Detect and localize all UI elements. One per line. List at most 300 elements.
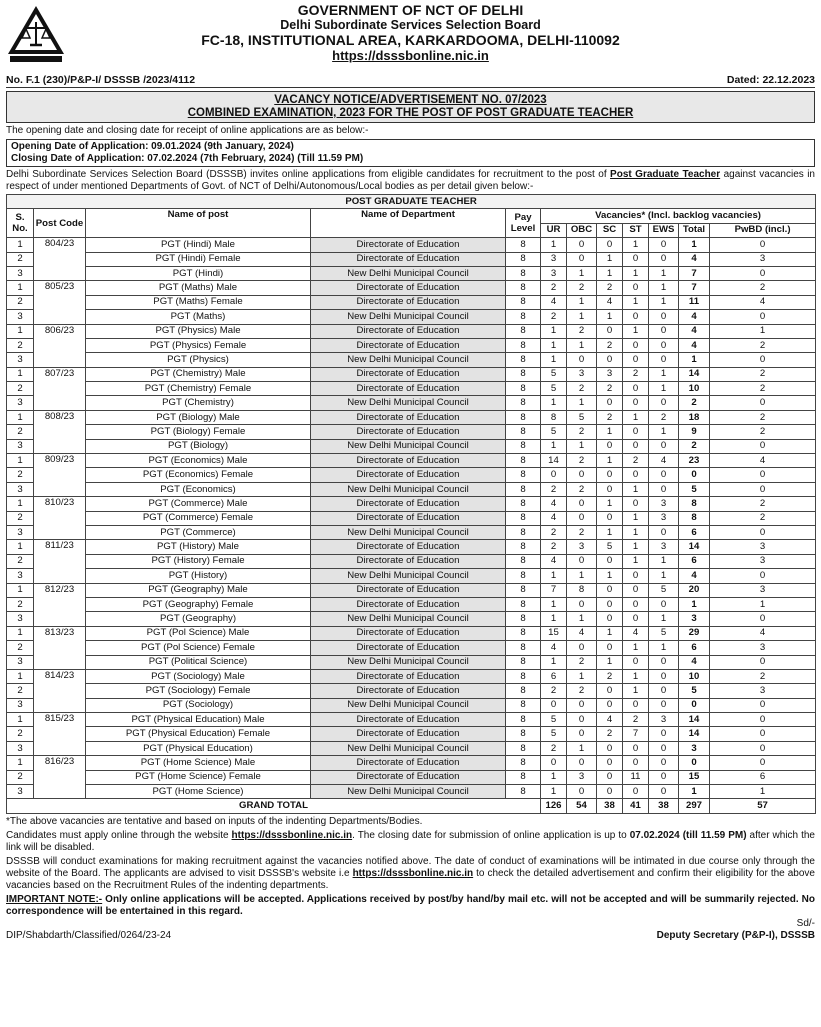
cell-obc: 0 [567, 641, 597, 655]
cell-sno: 1 [7, 367, 34, 381]
cell-total: 2 [679, 396, 710, 410]
cell-sno: 3 [7, 655, 34, 669]
cell-sc: 0 [597, 238, 623, 252]
cell-sc: 1 [597, 310, 623, 324]
cell-sno: 2 [7, 252, 34, 266]
cell-ur: 2 [541, 741, 567, 755]
cell-pay-level: 8 [506, 626, 541, 640]
col-post-code: Post Code [34, 209, 86, 238]
letterhead [6, 3, 815, 73]
table-row [7, 324, 816, 338]
cell-post-name: PGT (Maths) Male [86, 281, 311, 295]
cell-post-name: PGT (Physical Education) Male [86, 713, 311, 727]
cell-post-code: 807/23 [34, 367, 86, 410]
cell-sno: 1 [7, 669, 34, 683]
cell-ur: 1 [541, 612, 567, 626]
cell-post-name: PGT (Biology) Male [86, 410, 311, 424]
cell-department: Directorate of Education [311, 540, 506, 554]
cell-st: 1 [623, 238, 649, 252]
cell-department: New Delhi Municipal Council [311, 482, 506, 496]
cell-pwbd: 4 [710, 295, 816, 309]
cell-sno: 2 [7, 641, 34, 655]
cell-total: 5 [679, 482, 710, 496]
opening-date: Opening Date of Application: 09.01.2024 (9th January, 2024) [11, 141, 294, 152]
cell-total: 5 [679, 684, 710, 698]
cell-sc: 1 [597, 655, 623, 669]
table-row [7, 540, 816, 554]
cell-ews: 1 [649, 382, 679, 396]
cell-pwbd: 0 [710, 741, 816, 755]
table-row [7, 396, 816, 410]
cell-obc: 2 [567, 324, 597, 338]
cell-st: 0 [623, 785, 649, 799]
cell-department: Directorate of Education [311, 295, 506, 309]
cell-ews: 0 [649, 741, 679, 755]
cell-ews: 0 [649, 756, 679, 770]
table-row [7, 266, 816, 280]
cell-ur: 1 [541, 655, 567, 669]
cell-pwbd: 2 [710, 410, 816, 424]
cell-obc: 1 [567, 266, 597, 280]
vacancy-table [6, 194, 816, 814]
cell-st: 2 [623, 367, 649, 381]
cell-ews: 0 [649, 238, 679, 252]
cell-ur: 0 [541, 698, 567, 712]
cell-total: 23 [679, 454, 710, 468]
cell-ews: 1 [649, 425, 679, 439]
cell-total: 0 [679, 698, 710, 712]
cell-obc: 1 [567, 439, 597, 453]
signatory: Deputy Secretary (P&P-I), DSSSB [656, 929, 815, 941]
cell-ur: 1 [541, 324, 567, 338]
cell-department: New Delhi Municipal Council [311, 266, 506, 280]
cell-department: New Delhi Municipal Council [311, 439, 506, 453]
cell-post-name: PGT (Physical Education) Female [86, 727, 311, 741]
cell-pwbd: 0 [710, 612, 816, 626]
cell-ur: 5 [541, 713, 567, 727]
cell-st: 4 [623, 626, 649, 640]
cell-sno: 1 [7, 410, 34, 424]
cell-post-code: 805/23 [34, 281, 86, 324]
cell-sno: 1 [7, 540, 34, 554]
cell-ews: 3 [649, 713, 679, 727]
cell-ur: 1 [541, 238, 567, 252]
table-row [7, 698, 816, 712]
cell-pwbd: 3 [710, 252, 816, 266]
note-apply-text: Candidates must apply online through the website [6, 829, 232, 841]
cell-total: 14 [679, 540, 710, 554]
cell-department: Directorate of Education [311, 554, 506, 568]
cell-sno: 3 [7, 353, 34, 367]
cell-total: 4 [679, 338, 710, 352]
cell-obc: 2 [567, 382, 597, 396]
cell-ur: 2 [541, 310, 567, 324]
cell-obc: 0 [567, 785, 597, 799]
cell-department: New Delhi Municipal Council [311, 525, 506, 539]
cell-pwbd: 0 [710, 310, 816, 324]
cell-pay-level: 8 [506, 310, 541, 324]
cell-sc: 0 [597, 482, 623, 496]
cell-department: New Delhi Municipal Council [311, 612, 506, 626]
table-row [7, 511, 816, 525]
cell-total: 6 [679, 525, 710, 539]
table-title: POST GRADUATE TEACHER [7, 195, 816, 209]
cell-total: 4 [679, 310, 710, 324]
table-row [7, 612, 816, 626]
table-row [7, 310, 816, 324]
cell-department: Directorate of Education [311, 410, 506, 424]
cell-total: 20 [679, 583, 710, 597]
col-pay-level: Pay Level [506, 209, 541, 238]
cell-department: New Delhi Municipal Council [311, 698, 506, 712]
cell-st: 0 [623, 382, 649, 396]
table-row [7, 569, 816, 583]
cell-sno: 1 [7, 238, 34, 252]
cell-ur: 0 [541, 756, 567, 770]
cell-obc: 1 [567, 741, 597, 755]
cell-pwbd: 1 [710, 324, 816, 338]
cell-total: 1 [679, 785, 710, 799]
cell-pay-level: 8 [506, 353, 541, 367]
signature-mark: Sd/- [796, 917, 815, 929]
table-row [7, 454, 816, 468]
cell-obc: 3 [567, 367, 597, 381]
cell-total: 11 [679, 295, 710, 309]
col-st: ST [623, 223, 649, 237]
cell-post-name: PGT (History) [86, 569, 311, 583]
table-row [7, 727, 816, 741]
cell-post-name: PGT (Sociology) [86, 698, 311, 712]
cell-sc: 5 [597, 540, 623, 554]
cell-st: 0 [623, 338, 649, 352]
notice-number: VACANCY NOTICE/ADVERTISEMENT NO. 07/2023 [274, 94, 547, 106]
cell-sc: 0 [597, 698, 623, 712]
cell-ews: 0 [649, 338, 679, 352]
cell-sc: 0 [597, 770, 623, 784]
grand-total-ews: 38 [649, 799, 679, 813]
cell-total: 8 [679, 497, 710, 511]
cell-post-name: PGT (Maths) [86, 310, 311, 324]
cell-department: Directorate of Education [311, 281, 506, 295]
cell-pay-level: 8 [506, 497, 541, 511]
cell-st: 1 [623, 641, 649, 655]
note-examination [6, 856, 815, 892]
cell-pay-level: 8 [506, 698, 541, 712]
closing-date: Closing Date of Application: 07.02.2024 (7th February, 2024) (Till 11.59 PM) [11, 153, 364, 164]
cell-pay-level: 8 [506, 324, 541, 338]
cell-ews: 0 [649, 669, 679, 683]
cell-sno: 3 [7, 439, 34, 453]
cell-ur: 2 [541, 525, 567, 539]
invitation-text: Delhi Subordinate Services Selection Board (DSSSB) invites online applications from eligible candidates for recruitment to the post of [6, 169, 611, 180]
cell-pay-level: 8 [506, 569, 541, 583]
cell-ur: 1 [541, 353, 567, 367]
cell-obc: 8 [567, 583, 597, 597]
cell-st: 1 [623, 295, 649, 309]
cell-department: New Delhi Municipal Council [311, 655, 506, 669]
cell-post-name: PGT (Home Science) Female [86, 770, 311, 784]
cell-pwbd: 3 [710, 684, 816, 698]
table-row [7, 741, 816, 755]
cell-sno: 2 [7, 382, 34, 396]
cell-st: 0 [623, 698, 649, 712]
cell-sc: 2 [597, 669, 623, 683]
cell-sc: 1 [597, 425, 623, 439]
apply-website-link[interactable]: https://dsssbonline.nic.in [231, 829, 353, 841]
cell-obc: 0 [567, 497, 597, 511]
cell-pay-level: 8 [506, 583, 541, 597]
cell-pay-level: 8 [506, 669, 541, 683]
cell-sno: 2 [7, 684, 34, 698]
cell-department: New Delhi Municipal Council [311, 353, 506, 367]
cell-ews: 3 [649, 497, 679, 511]
cell-ur: 2 [541, 482, 567, 496]
cell-sc: 0 [597, 756, 623, 770]
cell-st: 1 [623, 669, 649, 683]
cell-pay-level: 8 [506, 382, 541, 396]
cell-post-name: PGT (History) Male [86, 540, 311, 554]
col-ews: EWS [649, 223, 679, 237]
cell-ur: 7 [541, 583, 567, 597]
cell-post-name: PGT (Economics) [86, 482, 311, 496]
cell-department: Directorate of Education [311, 727, 506, 741]
cell-obc: 0 [567, 597, 597, 611]
cell-post-name: PGT (Home Science) Male [86, 756, 311, 770]
vacancy-notice-page [6, 3, 815, 1021]
cell-obc: 2 [567, 482, 597, 496]
cell-ews: 5 [649, 583, 679, 597]
vacancy-rows [7, 238, 816, 799]
cell-obc: 2 [567, 454, 597, 468]
application-dates-box [6, 139, 815, 167]
cell-obc: 0 [567, 756, 597, 770]
cell-total: 18 [679, 410, 710, 424]
cell-pay-level: 8 [506, 468, 541, 482]
cell-sno: 3 [7, 569, 34, 583]
cell-sno: 2 [7, 511, 34, 525]
cell-sc: 0 [597, 741, 623, 755]
exam-website-link[interactable]: https://dsssbonline.nic.in [352, 867, 474, 879]
invitation-paragraph [6, 169, 815, 193]
table-row [7, 497, 816, 511]
cell-post-name: PGT (Pol Science) Female [86, 641, 311, 655]
cell-sno: 1 [7, 454, 34, 468]
cell-pwbd: 2 [710, 382, 816, 396]
cell-pay-level: 8 [506, 597, 541, 611]
cell-pwbd: 4 [710, 626, 816, 640]
cell-total: 15 [679, 770, 710, 784]
cell-sc: 0 [597, 468, 623, 482]
cell-ur: 1 [541, 597, 567, 611]
table-row [7, 626, 816, 640]
cell-department: Directorate of Education [311, 425, 506, 439]
cell-total: 7 [679, 266, 710, 280]
cell-sc: 0 [597, 396, 623, 410]
table-row [7, 756, 816, 770]
cell-post-name: PGT (Economics) Male [86, 454, 311, 468]
cell-post-code: 815/23 [34, 713, 86, 756]
cell-sc: 0 [597, 511, 623, 525]
cell-department: New Delhi Municipal Council [311, 569, 506, 583]
cell-ews: 0 [649, 252, 679, 266]
cell-department: Directorate of Education [311, 583, 506, 597]
table-row [7, 338, 816, 352]
cell-department: New Delhi Municipal Council [311, 310, 506, 324]
cell-department: Directorate of Education [311, 684, 506, 698]
cell-post-code: 809/23 [34, 454, 86, 497]
cell-total: 14 [679, 367, 710, 381]
grand-total-ur: 126 [541, 799, 567, 813]
cell-pay-level: 8 [506, 295, 541, 309]
cell-department: Directorate of Education [311, 641, 506, 655]
cell-st: 0 [623, 353, 649, 367]
cell-ews: 4 [649, 454, 679, 468]
cell-ews: 3 [649, 511, 679, 525]
cell-obc: 1 [567, 310, 597, 324]
col-ur: UR [541, 223, 567, 237]
cell-total: 1 [679, 597, 710, 611]
cell-pwbd: 0 [710, 655, 816, 669]
col-post-name: Name of post [86, 209, 311, 238]
cell-st: 1 [623, 266, 649, 280]
cell-st: 0 [623, 396, 649, 410]
cell-sc: 2 [597, 727, 623, 741]
table-row [7, 353, 816, 367]
cell-department: Directorate of Education [311, 511, 506, 525]
cell-department: Directorate of Education [311, 626, 506, 640]
cell-obc: 5 [567, 410, 597, 424]
cell-pwbd: 2 [710, 281, 816, 295]
cell-post-code: 804/23 [34, 238, 86, 281]
cell-sc: 0 [597, 353, 623, 367]
note-apply-online [6, 830, 815, 854]
cell-department: Directorate of Education [311, 252, 506, 266]
cell-sc: 0 [597, 612, 623, 626]
cell-st: 0 [623, 756, 649, 770]
cell-total: 6 [679, 641, 710, 655]
grand-total-obc: 54 [567, 799, 597, 813]
cell-ews: 1 [649, 266, 679, 280]
cell-sno: 1 [7, 324, 34, 338]
post-name-highlight: Post Graduate Teacher [610, 169, 721, 180]
table-row [7, 295, 816, 309]
cell-total: 4 [679, 569, 710, 583]
cell-sc: 1 [597, 252, 623, 266]
cell-pwbd: 2 [710, 669, 816, 683]
cell-sno: 2 [7, 597, 34, 611]
cell-sno: 1 [7, 583, 34, 597]
cell-pay-level: 8 [506, 454, 541, 468]
cell-ur: 3 [541, 266, 567, 280]
cell-ur: 5 [541, 382, 567, 396]
cell-pay-level: 8 [506, 396, 541, 410]
cell-sno: 3 [7, 310, 34, 324]
cell-pay-level: 8 [506, 410, 541, 424]
cell-ur: 1 [541, 569, 567, 583]
cell-sno: 3 [7, 396, 34, 410]
cell-obc: 0 [567, 238, 597, 252]
cell-sno: 1 [7, 756, 34, 770]
cell-pwbd: 0 [710, 713, 816, 727]
cell-pay-level: 8 [506, 540, 541, 554]
cell-total: 1 [679, 353, 710, 367]
grand-total-total: 297 [679, 799, 710, 813]
cell-sc: 3 [597, 367, 623, 381]
cell-st: 1 [623, 482, 649, 496]
cell-sno: 3 [7, 612, 34, 626]
cell-post-name: PGT (Hindi) Female [86, 252, 311, 266]
cell-obc: 0 [567, 727, 597, 741]
cell-pay-level: 8 [506, 741, 541, 755]
cell-sc: 0 [597, 554, 623, 568]
reference-number: No. F.1 (230)/P&P-I/ DSSSB /2023/4112 [6, 74, 196, 86]
cell-ews: 0 [649, 324, 679, 338]
cell-sc: 1 [597, 454, 623, 468]
notice-title-box [6, 91, 815, 123]
note-closing-date: 07.02.2024 (till 11.59 PM) [629, 829, 747, 841]
cell-st: 1 [623, 684, 649, 698]
note-tentative: *The above vacancies are tentative and based on inputs of the indenting Departments/Bodies. [6, 815, 423, 827]
cell-total: 9 [679, 425, 710, 439]
cell-total: 4 [679, 324, 710, 338]
cell-pwbd: 0 [710, 482, 816, 496]
cell-ur: 0 [541, 468, 567, 482]
board-website-link[interactable]: https://dsssbonline.nic.in [332, 48, 489, 63]
government-title: GOVERNMENT OF NCT OF DELHI [297, 2, 524, 18]
cell-sc: 0 [597, 583, 623, 597]
cell-department: Directorate of Education [311, 597, 506, 611]
footer-line [6, 930, 815, 942]
cell-ews: 1 [649, 641, 679, 655]
cell-ews: 1 [649, 569, 679, 583]
cell-post-name: PGT (Commerce) [86, 525, 311, 539]
cell-sno: 2 [7, 770, 34, 784]
cell-department: Directorate of Education [311, 338, 506, 352]
table-row [7, 554, 816, 568]
cell-pwbd: 2 [710, 511, 816, 525]
cell-ews: 1 [649, 367, 679, 381]
table-row [7, 583, 816, 597]
cell-sc: 0 [597, 324, 623, 338]
table-row [7, 641, 816, 655]
cell-post-name: PGT (Chemistry) [86, 396, 311, 410]
cell-pwbd: 0 [710, 525, 816, 539]
cell-sc: 4 [597, 713, 623, 727]
board-name: Delhi Subordinate Services Selection Board [280, 18, 541, 32]
cell-st: 1 [623, 554, 649, 568]
cell-pwbd: 3 [710, 641, 816, 655]
cell-ur: 1 [541, 338, 567, 352]
table-row [7, 410, 816, 424]
cell-sc: 0 [597, 785, 623, 799]
col-sno: S. No. [7, 209, 34, 238]
cell-obc: 2 [567, 684, 597, 698]
cell-sno: 2 [7, 727, 34, 741]
cell-pwbd: 1 [710, 597, 816, 611]
cell-post-name: PGT (Physics) Male [86, 324, 311, 338]
cell-sc: 4 [597, 295, 623, 309]
table-row [7, 367, 816, 381]
cell-department: Directorate of Education [311, 454, 506, 468]
cell-ur: 4 [541, 497, 567, 511]
cell-ews: 2 [649, 410, 679, 424]
cell-department: Directorate of Education [311, 669, 506, 683]
col-department: Name of Department [311, 209, 506, 238]
cell-sno: 1 [7, 713, 34, 727]
cell-obc: 0 [567, 252, 597, 266]
cell-ews: 0 [649, 525, 679, 539]
cell-pwbd: 3 [710, 554, 816, 568]
